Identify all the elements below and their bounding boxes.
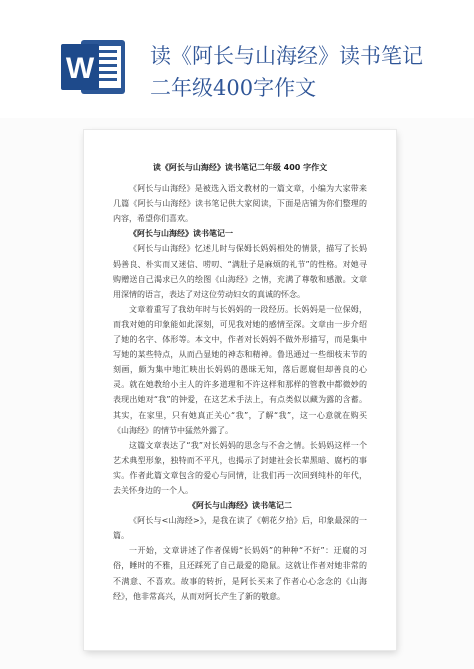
intro-paragraph: 《阿长与山海经》是被选入语文教材的一篇文章，小编为大家带来几篇《阿长与山海经》读书笔记供大家阅读，下面是店铺为你们整理的内容，希望你们喜欢。 [113,184,367,224]
word-logo-letter: W [65,52,95,85]
section-heading-1: 《阿长与山海经》读书笔记一 [129,229,233,239]
header-banner [0,0,474,118]
word-document-icon [61,40,125,94]
page-title-line2: 二年级400字作文 [150,76,317,100]
document-body [113,160,367,604]
page-title-line1: 读《阿长与山海经》读书笔记 [150,44,423,68]
paragraph: 文章着重写了我幼年时与长妈妈的一段经历。长妈妈是一位保姆，而我对她的印象能如此深刻，可见我对她的感情至深。文章由一步介绍了她的名字、体形等。本文中，作者对长妈妈不做外形描写，而是集中写她的某些特点，从而凸显她的神态和精神。鲁迅通过一些细枝末节的刻画，颇为集中地汇映出长妈妈的愚昧无知，落后愿腐但却善良的心灵。就在她教给小主人的许多道理和不许这样和那样的管教中都微妙的表现出她对“我”的钟爱，在这艺术手法上，有点类似以藏为露的含蓄。其实，在家里，只有她真正关心“我”，了解“我”，这一心意就在购买《山海经》的情节中猛然外露了。 [113,304,367,435]
paragraph: 一开始，文章讲述了作者保姆“长妈妈”的种种“不好”：迂腐的习俗，睡时的不雅，且还踩死了自己最爱的隐鼠。这就让作者对她非常的不满意、不喜欢。故事的转折，是阿长买来了作者心心念念的《山海经》，他非常高兴，从而对阿长产生了新的敬意。 [113,546,367,601]
paragraph: 这篇文章表达了“我”对长妈妈的思念与不舍之情。长妈妈这样一个艺术典型形象，独特而不平凡，也揭示了封建社会长辈黑暗、腐朽的事实。作者此篇文章包含的爱心与同情，让我们再一次回到纯朴的年代，去关怀身边的一个人。 [113,440,367,495]
document-title: 读《阿长与山海经》读书笔记二年级 400 字作文 [152,163,328,172]
section-heading-2: 《阿长与山海经》读书笔记二 [188,501,292,511]
paragraph: 《阿长与<山海经>》，是我在读了《朝花夕拾》后，印象最深的一篇。 [113,516,367,541]
paragraph: 《阿长与山海经》忆述儿时与保姆长妈妈相处的情景，描写了长妈妈善良、朴实而又迷信、唠叨、“满肚子是麻烦的礼节”的性格。对她寻购赠送自己渴求已久的绘图《山海经》之情，充满了尊敬和感激。文章用深情的语言，表达了对这位劳动妇女的真诚的怀念。 [113,244,367,299]
